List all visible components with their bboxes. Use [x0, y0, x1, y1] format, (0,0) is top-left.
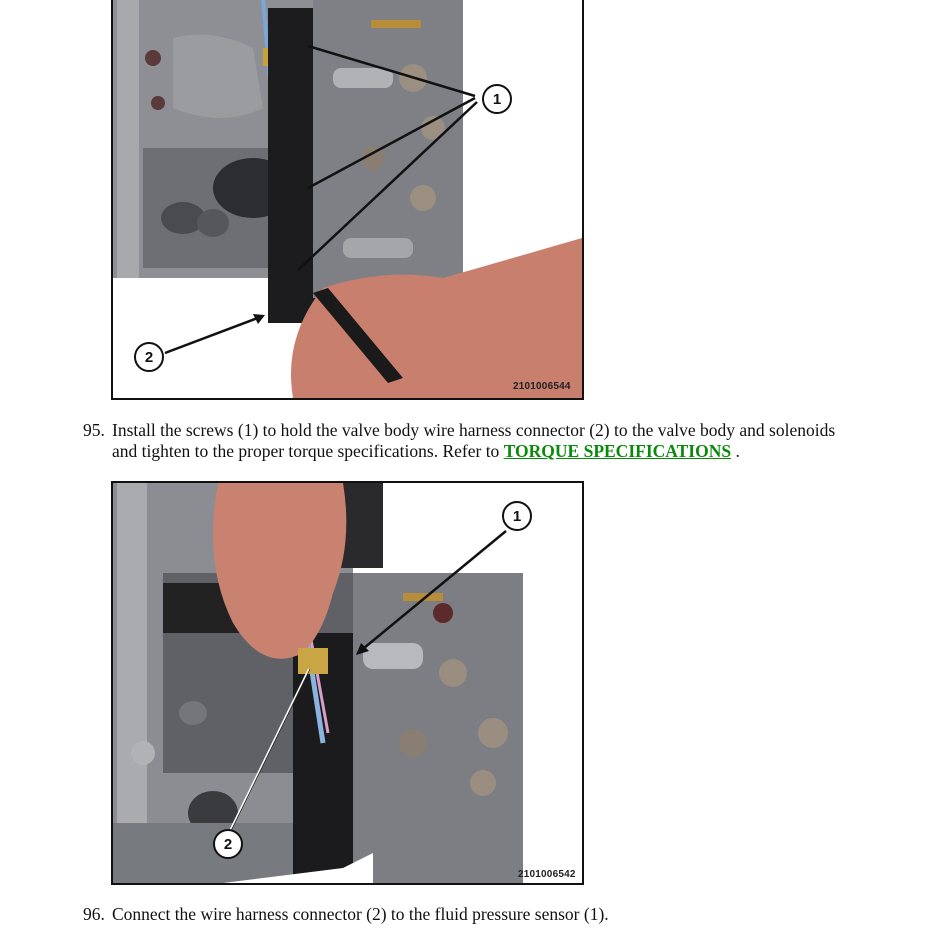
torque-specifications-link[interactable]: TORQUE SPECIFICATIONS	[503, 441, 732, 461]
step-96	[83, 904, 783, 925]
callout-2: 2	[213, 829, 243, 859]
step-text-continued: and tighten to the proper torque specifications. Refer to	[112, 441, 504, 461]
step-95	[83, 420, 913, 462]
figure-id-label: 2101006542	[518, 869, 576, 880]
valve-body-photo-1	[113, 0, 582, 398]
valve-body-photo-2	[113, 483, 582, 883]
callout-1: 1	[502, 501, 532, 531]
step-text: Connect the wire harness connector (2) to the fluid pressure sensor (1).	[112, 904, 609, 924]
figure-id-label: 2101006544	[513, 381, 571, 392]
step-text-end: .	[731, 441, 740, 461]
step-number: 95.	[83, 420, 105, 440]
figure-connector-install	[111, 481, 584, 885]
callout-1: 1	[482, 84, 512, 114]
step-text: Install the screws (1) to hold the valve body wire harness connector (2) to the valve body and solenoids	[112, 420, 836, 440]
step-number: 96.	[83, 904, 105, 924]
callout-2: 2	[134, 342, 164, 372]
figure-screws-install	[111, 0, 584, 400]
